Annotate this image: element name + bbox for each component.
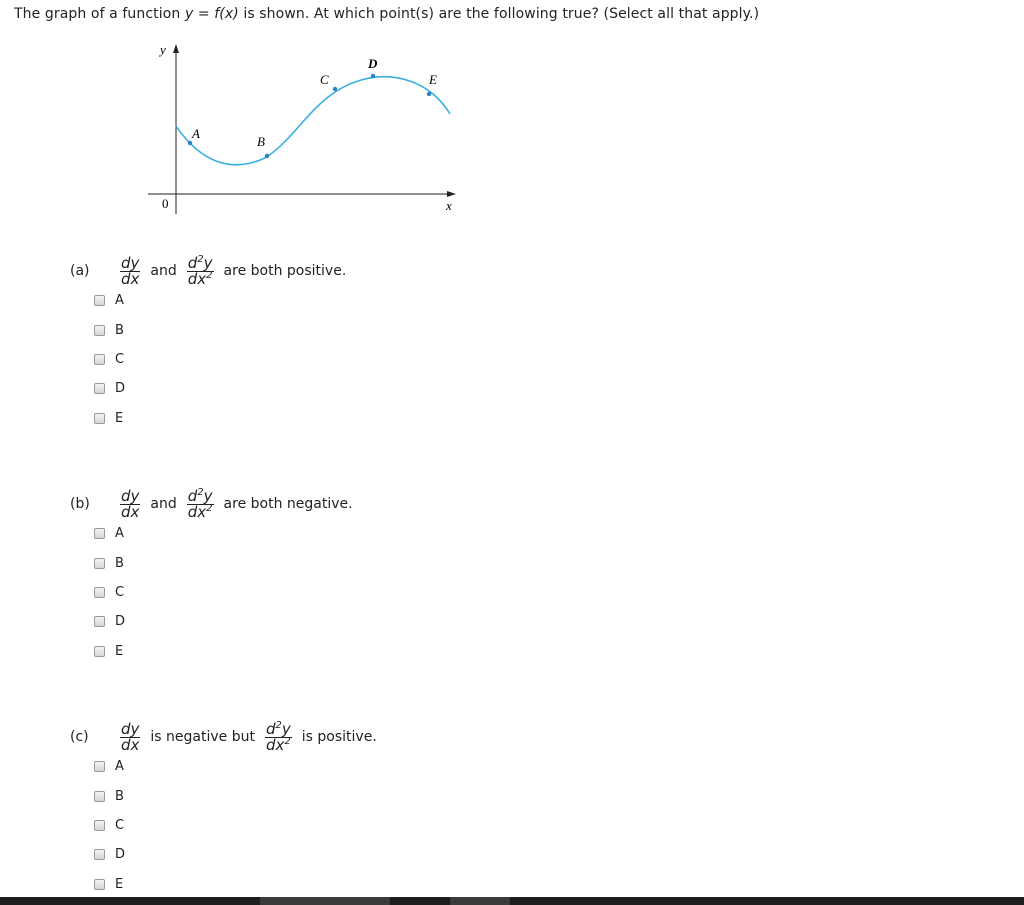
point-c-marker bbox=[333, 87, 337, 91]
point-e-marker bbox=[427, 92, 431, 96]
denominator-exponent: 2 bbox=[284, 735, 291, 747]
option-label: D bbox=[115, 847, 126, 863]
option-label: B bbox=[115, 788, 124, 804]
fraction-numerator: dy bbox=[121, 719, 140, 738]
option-label: C bbox=[115, 351, 125, 367]
option-label: D bbox=[115, 614, 126, 630]
checkbox[interactable] bbox=[94, 325, 105, 336]
part-a-tail: are both positive. bbox=[223, 263, 347, 279]
part-c-options bbox=[94, 752, 125, 899]
option-label: A bbox=[115, 759, 124, 775]
denominator-dx: dx bbox=[187, 269, 207, 288]
checkbox[interactable] bbox=[94, 849, 105, 860]
bottom-bar-segment bbox=[450, 897, 510, 905]
part-c-first-derivative bbox=[120, 719, 140, 754]
option-row[interactable] bbox=[94, 578, 125, 607]
point-d-marker bbox=[371, 74, 375, 78]
bottom-bar-segment bbox=[260, 897, 390, 905]
option-row[interactable] bbox=[94, 840, 125, 869]
option-label: C bbox=[115, 584, 125, 600]
question-prefix: The graph of a function bbox=[14, 6, 185, 22]
option-row[interactable] bbox=[94, 315, 125, 344]
point-b-label: B bbox=[257, 134, 265, 149]
checkbox[interactable] bbox=[94, 646, 105, 657]
option-label: C bbox=[115, 817, 125, 833]
part-a-label: (a) bbox=[70, 263, 90, 279]
numerator-exponent: 2 bbox=[197, 253, 204, 265]
fraction-denominator bbox=[265, 735, 291, 754]
option-row[interactable] bbox=[94, 374, 125, 403]
numerator-d: d bbox=[187, 253, 198, 272]
part-b-label: (b) bbox=[70, 496, 90, 512]
point-d-label: D bbox=[368, 56, 378, 71]
checkbox[interactable] bbox=[94, 558, 105, 569]
numerator-exponent: 2 bbox=[197, 486, 204, 498]
part-a-second-derivative bbox=[187, 253, 214, 288]
fraction-denominator bbox=[187, 502, 213, 521]
part-a-options bbox=[94, 286, 125, 433]
point-e-label: E bbox=[429, 72, 437, 87]
checkbox[interactable] bbox=[94, 587, 105, 598]
option-row[interactable] bbox=[94, 607, 125, 636]
part-b-second-derivative bbox=[187, 486, 214, 521]
option-label: D bbox=[115, 381, 126, 397]
numerator-y: y bbox=[203, 486, 213, 505]
point-a-label: A bbox=[192, 126, 200, 141]
option-row[interactable] bbox=[94, 519, 125, 548]
checkbox[interactable] bbox=[94, 383, 105, 394]
fraction-denominator: dx bbox=[121, 502, 140, 521]
bottom-bar bbox=[0, 897, 1024, 905]
numerator-d: d bbox=[187, 486, 198, 505]
option-row[interactable] bbox=[94, 870, 125, 899]
question-suffix: is shown. At which point(s) are the following true? (Select all that apply.) bbox=[238, 6, 760, 22]
point-a-marker bbox=[188, 141, 192, 145]
part-a-connector: and bbox=[150, 263, 177, 279]
fraction-denominator: dx bbox=[121, 269, 140, 288]
option-label: A bbox=[115, 293, 124, 309]
part-c-tail: is positive. bbox=[301, 729, 377, 745]
fraction-denominator bbox=[187, 269, 213, 288]
checkbox[interactable] bbox=[94, 791, 105, 802]
point-b-marker bbox=[265, 154, 269, 158]
part-c-label: (c) bbox=[70, 729, 89, 745]
option-row[interactable] bbox=[94, 286, 125, 315]
checkbox[interactable] bbox=[94, 528, 105, 539]
part-c-second-derivative bbox=[265, 719, 292, 754]
numerator-exponent: 2 bbox=[275, 719, 282, 731]
part-a-first-derivative bbox=[120, 253, 140, 288]
checkbox[interactable] bbox=[94, 295, 105, 306]
option-row[interactable] bbox=[94, 637, 125, 666]
denominator-dx: dx bbox=[265, 735, 285, 754]
option-label: E bbox=[115, 410, 124, 426]
part-c-connector: is negative but bbox=[150, 729, 255, 745]
denominator-dx: dx bbox=[187, 502, 207, 521]
function-graph bbox=[140, 36, 470, 216]
option-row[interactable] bbox=[94, 404, 125, 433]
option-row[interactable] bbox=[94, 548, 125, 577]
function-curve bbox=[176, 77, 450, 165]
option-row[interactable] bbox=[94, 781, 125, 810]
part-b-tail: are both negative. bbox=[223, 496, 353, 512]
question-math: y = f(x) bbox=[184, 6, 239, 22]
checkbox[interactable] bbox=[94, 761, 105, 772]
option-label: B bbox=[115, 322, 124, 338]
fraction-denominator: dx bbox=[121, 735, 140, 754]
option-label: B bbox=[115, 555, 124, 571]
part-b-options bbox=[94, 519, 125, 666]
denominator-exponent: 2 bbox=[206, 502, 213, 514]
option-label: E bbox=[115, 876, 124, 892]
checkbox[interactable] bbox=[94, 413, 105, 424]
checkbox[interactable] bbox=[94, 354, 105, 365]
numerator-d: d bbox=[265, 719, 276, 738]
x-axis-arrow bbox=[447, 191, 456, 197]
option-row[interactable] bbox=[94, 811, 125, 840]
checkbox[interactable] bbox=[94, 616, 105, 627]
fraction-numerator: dy bbox=[121, 253, 140, 272]
part-b-connector: and bbox=[150, 496, 177, 512]
numerator-y: y bbox=[203, 253, 213, 272]
checkbox[interactable] bbox=[94, 820, 105, 831]
option-label: E bbox=[115, 643, 124, 659]
point-c-label: C bbox=[320, 72, 329, 87]
denominator-exponent: 2 bbox=[206, 269, 213, 281]
option-row[interactable] bbox=[94, 752, 125, 781]
option-label: A bbox=[115, 526, 124, 542]
origin-label: 0 bbox=[162, 196, 169, 211]
part-b-first-derivative bbox=[120, 486, 140, 521]
x-axis-label: x bbox=[446, 198, 452, 213]
y-axis-label: y bbox=[160, 42, 166, 57]
y-axis-arrow bbox=[173, 44, 179, 53]
numerator-y: y bbox=[281, 719, 291, 738]
question-text bbox=[14, 6, 759, 22]
fraction-numerator: dy bbox=[121, 486, 140, 505]
checkbox[interactable] bbox=[94, 879, 105, 890]
option-row[interactable] bbox=[94, 345, 125, 374]
